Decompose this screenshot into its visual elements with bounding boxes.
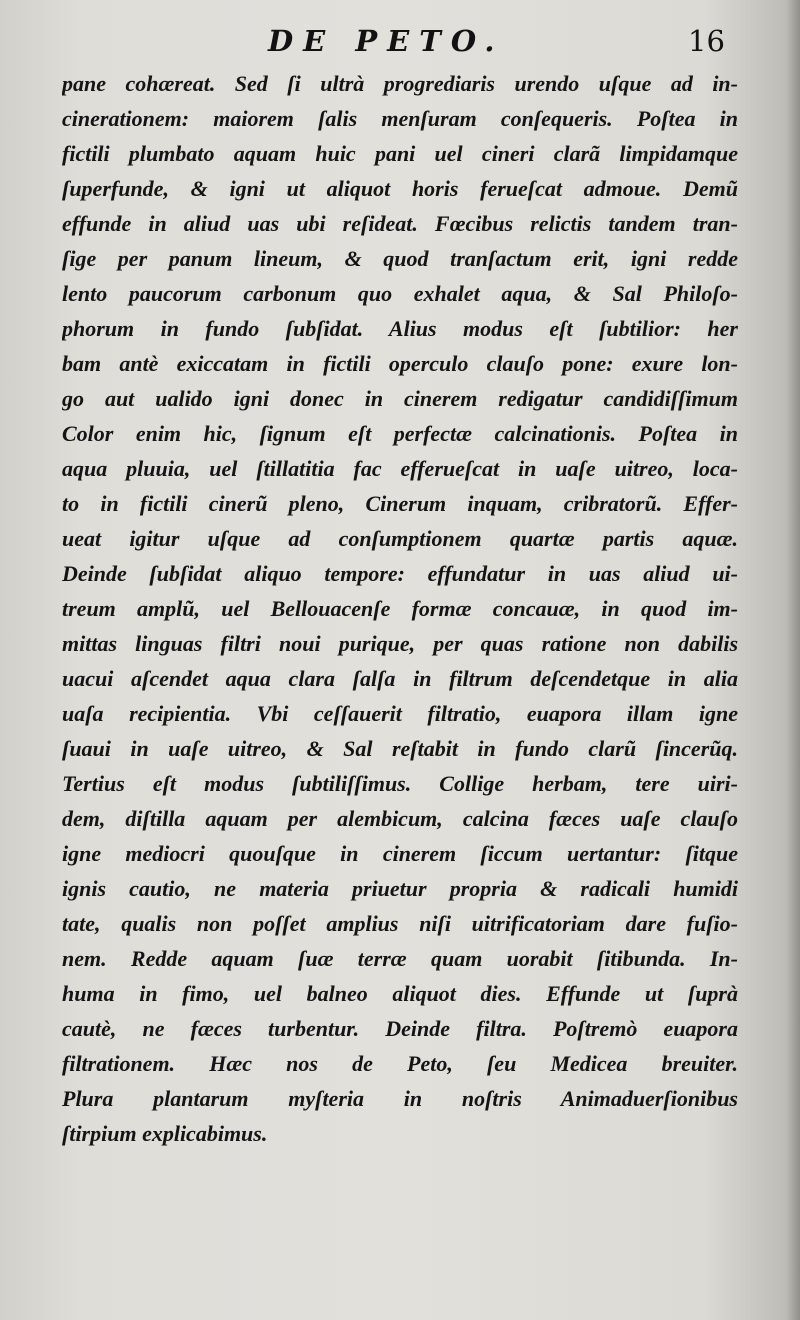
text-line: uacui aſcendet aqua clara ſalſa in filtrum deſcendetque in alia: [62, 666, 738, 691]
text-line: bam antè exiccatam in fictili operculo clauſo pone: exure lon-: [62, 351, 738, 376]
text-line: nem. Redde aquam ſuæ terræ quam uorabit ſitibunda. In-: [62, 946, 738, 971]
text-line: ſige per panum lineum, & quod tranſactum erit, igni redde: [62, 246, 738, 271]
text-line: cinerationem: maiorem ſalis menſuram conſequeris. Poſtea in: [62, 106, 738, 131]
text-line: treum amplũ, uel Bellouacenſe formæ concauæ, in quod im-: [62, 596, 738, 621]
text-line: phorum in fundo ſubſidat. Alius modus eſt ſubtilior: her: [62, 316, 738, 341]
body-text: [62, 66, 738, 1151]
text-line: effunde in aliud uas ubi reſideat. Fœcibus relictis tandem tran-: [62, 211, 738, 236]
text-line: pane cohæreat. Sed ſi ultrà progrediaris urendo uſque ad in-: [62, 71, 738, 96]
text-line: fictili plumbato aquam huic pani uel cineri clarã limpidamque: [62, 141, 738, 166]
text-line: mittas linguas filtri noui purique, per quas ratione non dabilis: [62, 631, 738, 656]
running-head-title: DE PETO.: [268, 24, 505, 58]
text-line: to in fictili cinerũ pleno, Cinerum inquam, cribratorũ. Effer-: [62, 491, 738, 516]
text-line: uaſa recipientia. Vbi ceſſauerit filtratio, euapora illam igne: [62, 701, 738, 726]
text-line: Color enim hic, ſignum eſt perfectæ calcinationis. Poſtea in: [62, 421, 738, 446]
text-line: huma in fimo, uel balneo aliquot dies. Effunde ut ſuprà: [62, 981, 738, 1006]
text-line: ſtirpium explicabimus.: [62, 1121, 268, 1146]
running-head: [0, 24, 800, 64]
text-line: lento paucorum carbonum quo exhalet aqua, & Sal Philoſo-: [62, 281, 738, 306]
text-line: Deinde ſubſidat aliquo tempore: effundatur in uas aliud ui-: [62, 561, 738, 586]
text-line: cautè, ne fæces turbentur. Deinde filtra. Poſtremò euapora: [62, 1016, 738, 1041]
text-line: igne mediocri quouſque in cinerem ſiccum uertantur: ſitque: [62, 841, 738, 866]
text-line: tate, qualis non poſſet amplius niſi uitrificatoriam dare fuſio-: [62, 911, 738, 936]
text-line: ignis cautio, ne materia priuetur propria & radicali humidi: [62, 876, 738, 901]
text-line: aqua pluuia, uel ſtillatitia fac efferueſcat in uaſe uitreo, loca-: [62, 456, 738, 481]
text-line: ſuaui in uaſe uitreo, & Sal reſtabit in fundo clarũ ſincerũq.: [62, 736, 738, 761]
text-line: filtrationem. Hæc nos de Peto, ſeu Medicea breuiter.: [62, 1051, 738, 1076]
text-line: Tertius eſt modus ſubtiliſſimus. Collige herbam, tere uiri-: [62, 771, 738, 796]
text-line: dem, diſtilla aquam per alembicum, calcina fæces uaſe clauſo: [62, 806, 738, 831]
text-line: ſuperfunde, & igni ut aliquot horis ferueſcat admoue. Demũ: [62, 176, 738, 201]
text-line: Plura plantarum myſteria in noſtris Animaduerſionibus: [62, 1086, 738, 1111]
text-line: ueat igitur uſque ad conſumptionem quartæ partis aquæ.: [62, 526, 738, 551]
text-line: go aut ualido igni donec in cinerem redigatur candidiſſimum: [62, 386, 738, 411]
page-number: 16: [688, 24, 725, 58]
